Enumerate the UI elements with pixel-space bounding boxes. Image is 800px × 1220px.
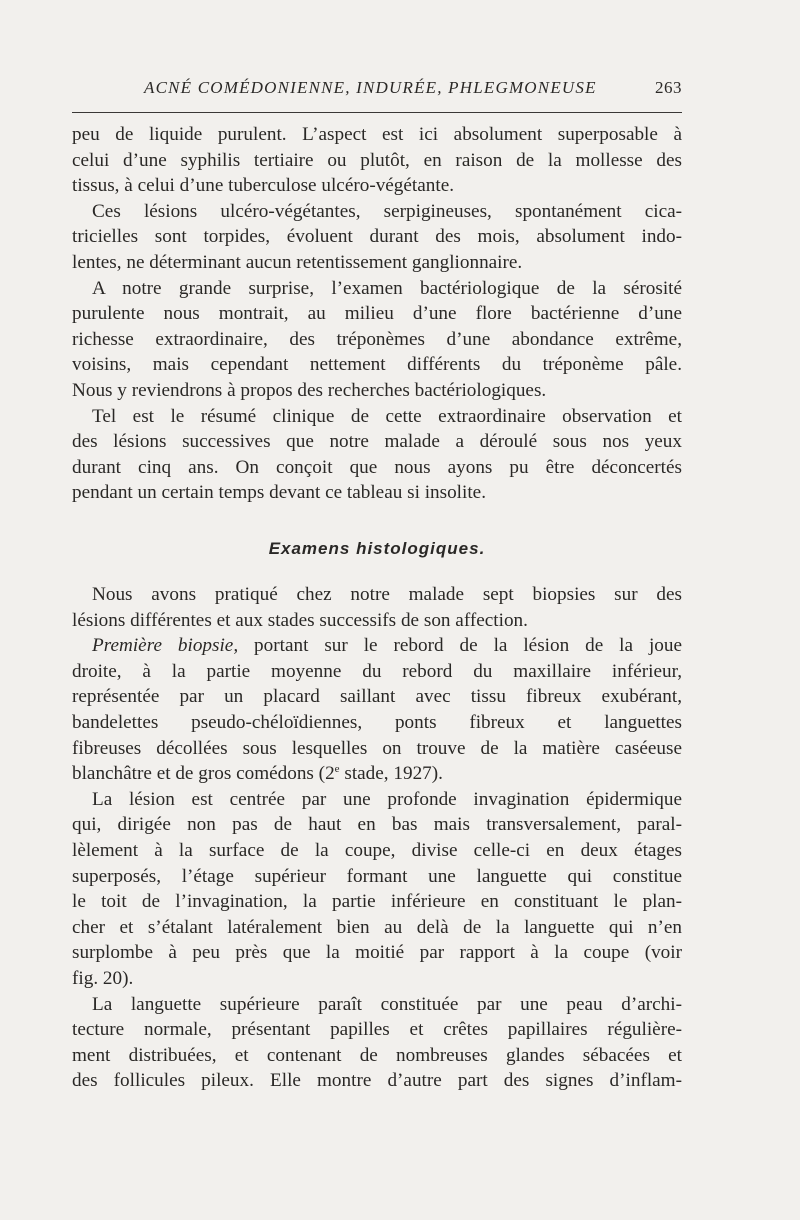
text-line: A notre grande surprise, l’examen bactériologique de la sérosité [92,277,682,299]
text-fragment: blanchâtre et de gros comédons (2 [72,763,335,785]
text-line: ment distribuées, et contenant de nombreuses glandes sébacées et [72,1044,682,1066]
text-line: fig. 20). [72,967,134,989]
superscript: e [334,763,340,776]
text-line: Tel est le résumé clinique de cette extraordinaire observation et [92,405,682,427]
text-line: surplombe à peu près que la moitié par rapport à la coupe (voir [72,942,682,964]
text-line [72,761,682,787]
text-fragment: portant sur le rebord de la lésion de la joue [238,635,682,657]
text-line [72,633,682,659]
text-line: tissus, à celui d’une tuberculose ulcéro-végétante. [72,175,455,197]
text-line: Ces lésions ulcéro-végétantes, serpigineuses, spontanément cica- [92,200,682,222]
text-fragment: stade, 1927). [339,763,443,785]
text-line: richesse extraordinaire, des tréponèmes d’une abondance extrême, [72,328,682,350]
text-line: La languette supérieure paraît constituée par une peau d’archi- [92,993,682,1015]
text-line: des lésions successives que notre malade a déroulé sous nos yeux [72,431,682,453]
text-line: La lésion est centrée par une profonde invagination épidermique [92,788,682,810]
paragraph-block-intro [72,122,682,506]
text-line: droite, à la partie moyenne du rebord du maxillaire inférieur, [72,660,682,682]
text-line: représentée par un placard saillant avec tissu fibreux exubérant, [72,686,682,708]
header-rule [72,112,682,113]
text-line: durant cinq ans. On conçoit que nous ayons pu être déconcertés [72,456,682,478]
text-line: Nous y reviendrons à propos des recherches bactériologiques. [72,379,547,401]
text-line: qui, dirigée non pas de haut en bas mais transversalement, paral- [72,814,682,836]
text-line: celui d’une syphilis tertiaire ou plutôt, en raison de la mollesse des [72,149,682,171]
section-heading: Examens histologiques. [268,539,486,558]
text-line: lésions différentes et aux stades successifs de son affection. [72,609,528,631]
text-line: pendant un certain temps devant ce tableau si insolite. [72,482,486,504]
running-head [72,76,682,106]
text-line: fibreuses décollées sous lesquelles on trouve de la matière caséeuse [72,737,682,759]
text-line: lèlement à la surface de la coupe, divise celle-ci en deux étages [72,839,682,861]
text-line: voisins, mais cependant nettement différents du tréponème pâle. [72,354,682,376]
text-line: cher et s’étalant latéralement bien au delà de la languette qui n’en [72,916,682,938]
text-line: peu de liquide purulent. L’aspect est ici absolument superposable à [72,124,682,145]
text-line: Nous avons pratiqué chez notre malade sept biopsies sur des [92,584,682,605]
text-line: tecture normale, présentant papilles et crêtes papillaires régulière- [72,1019,682,1041]
page-number: 263 [655,78,682,97]
text-line: lentes, ne déterminant aucun retentissement ganglionnaire. [72,251,523,273]
text-line: bandelettes pseudo-chéloïdiennes, ponts fibreux et languettes [72,711,682,733]
paragraph-block-histology [72,582,682,1094]
text-line: purulente nous montrait, au milieu d’une flore bactérienne d’une [72,303,682,325]
biopsy-title: Première biopsie, [92,635,239,657]
running-title: ACNÉ COMÉDONIENNE, INDURÉE, PHLEGMONEUSE [144,78,597,97]
text-line: superposés, l’étage supérieur formant une languette qui constitue [72,865,682,887]
text-line: des follicules pileux. Elle montre d’autre part des signes d’inflam- [72,1070,682,1092]
text-line: le toit de l’invagination, la partie inférieure en constituant le plan- [72,891,682,913]
text-line: tricielles sont torpides, évoluent durant des mois, absolument indo- [72,226,682,248]
